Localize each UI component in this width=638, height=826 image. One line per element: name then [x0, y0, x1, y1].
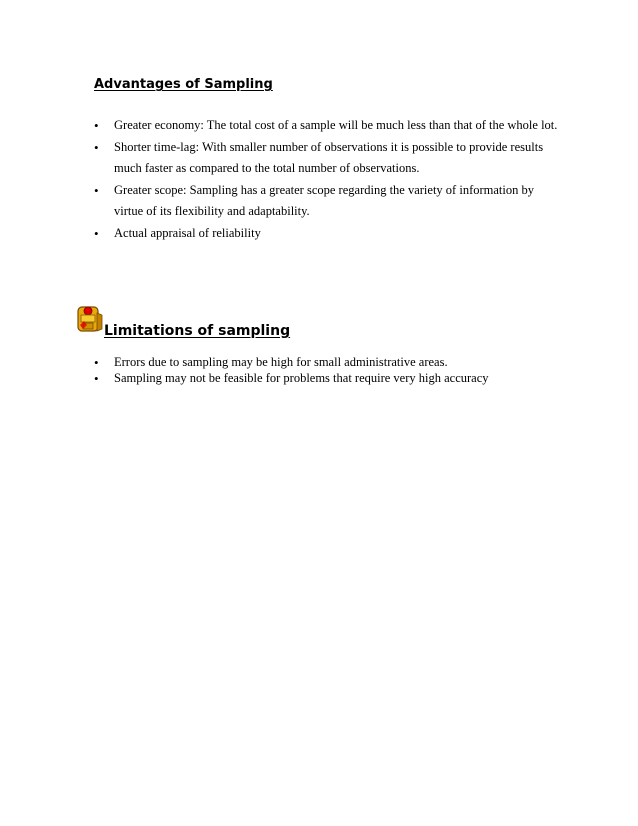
list-item-continuation: much faster as compared to the total number of observations.: [114, 161, 420, 175]
advantages-list: [94, 115, 557, 244]
limitations-list: [94, 355, 489, 386]
list-item: • Errors due to sampling may be high for small administrative areas.: [94, 355, 489, 371]
list-item: • Greater scope: Sampling has a greater scope regarding the variety of information by: [94, 180, 557, 202]
list-item: • Sampling may not be feasible for problems that require very high accuracy: [94, 371, 489, 387]
list-item: • Greater economy: The total cost of a sample will be much less than that of the whole lot.: [94, 115, 557, 137]
emblem-icon: [77, 305, 103, 333]
limitations-heading: Limitations of sampling: [104, 323, 291, 339]
list-item-continuation: virtue of its flexibility and adaptability.: [114, 204, 310, 218]
list-item: • Shorter time-lag: With smaller number of observations it is possible to provide results: [94, 137, 557, 159]
list-item: • Actual appraisal of reliability: [94, 223, 557, 245]
advantages-heading: Advantages of Sampling: [94, 77, 273, 92]
